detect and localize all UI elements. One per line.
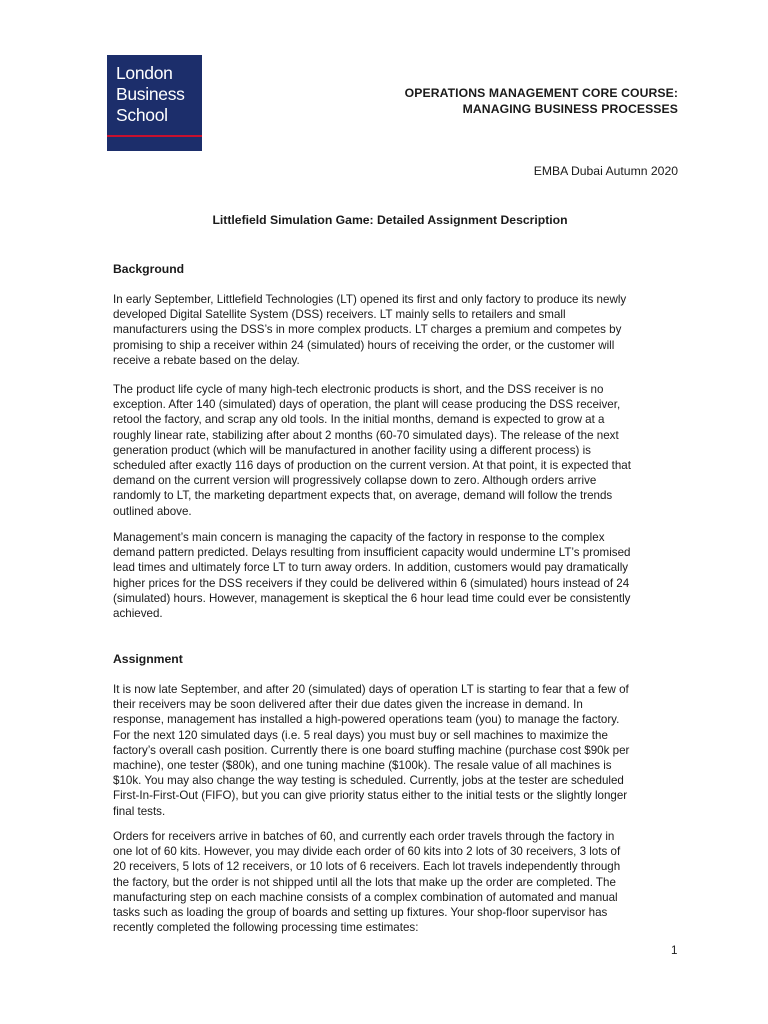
text-line: First-In-First-Out (FIFO), but you can give priority status either to the initial tests or the slightly longer: [113, 789, 628, 803]
document-title: Littlefield Simulation Game: Detailed Assignment Description: [212, 213, 568, 227]
text-line: retool the factory, and scrap any old tools. In the initial months, demand is expected to grow at a: [113, 413, 605, 427]
logo-line-1: London: [116, 63, 173, 83]
paragraph-assignment-1: [113, 682, 679, 819]
paragraph-background-1: [113, 292, 679, 368]
text-line: promising to ship a receiver within 24 (simulated) hours of receiving the order, or the customer will: [113, 338, 615, 352]
paragraph-background-2: [113, 382, 679, 519]
text-line: the factory, but the order is not shipped until all the lots that make up the order are completed. The: [113, 875, 616, 889]
course-title-line-2: MANAGING BUSINESS PROCESSES: [462, 102, 678, 116]
text-line: recently completed the following processing time estimates:: [113, 921, 419, 935]
text-line: outlined above.: [113, 504, 192, 518]
text-line: higher prices for the DSS receivers if they could be delivered within 6 (simulated) hours instead of 24: [113, 576, 630, 590]
text-line: machine), one tester ($80k), and one tuning machine ($100k). The resale value of all machines is: [113, 759, 612, 773]
paragraph-background-3: [113, 530, 679, 621]
section-heading-assignment: Assignment: [113, 652, 183, 666]
logo-line-2: Business: [116, 84, 185, 104]
text-line: one lot of 60 kits. However, you may divide each order of 60 kits into 2 lots of 30 receivers, 3 lots of: [113, 845, 621, 859]
course-header: [405, 85, 678, 117]
term-label: EMBA Dubai Autumn 2020: [533, 164, 678, 178]
text-line: In early September, Littlefield Technologies (LT) opened its first and only factory to produce its newly: [113, 293, 627, 306]
text-line: (simulated) hours. However, management is skeptical the 6 hour lead time could ever be consistently: [113, 591, 631, 605]
text-line: factory’s overall cash position. Currently there is one board stuffing machine (purchase cost $90k per: [113, 743, 630, 757]
text-line: It is now late September, and after 20 (simulated) days of operation LT is starting to fear that a few of: [113, 683, 629, 696]
section-heading-background: Background: [113, 262, 185, 276]
text-line: scheduled after exactly 116 days of production on the current version. At that point, it is expected that: [113, 459, 631, 473]
text-line: developed Digital Satellite System (DSS) receivers. LT mainly sells to retailers and small: [113, 308, 566, 322]
text-line: For the next 120 simulated days (i.e. 5 real days) you must buy or sell machines to maximize the: [113, 728, 608, 742]
text-line: demand on the current version will progressively collapse down to zero. Although orders arrive: [113, 474, 597, 488]
text-line: exception. After 140 (simulated) days of operation, the plant will cease producing the DSS receiver,: [113, 398, 621, 412]
text-line: response, management has installed a high-powered operations team (you) to manage the factory.: [113, 713, 620, 727]
text-line: achieved.: [113, 607, 163, 621]
text-line: demand pattern predicted. Delays resulting from insufficient capacity would undermine LT’s promised: [113, 546, 631, 560]
text-line: Orders for receivers arrive in batches of 60, and currently each order travels through the factory in: [113, 830, 615, 843]
text-line: tasks such as loading the group of boards and setting up fixtures. Your shop-floor supervisor has: [113, 906, 608, 920]
page-number: 1: [671, 944, 678, 957]
text-line: final tests.: [113, 804, 166, 818]
logo-red-rule: [107, 135, 202, 137]
text-line: lead times and ultimately force LT to turn away orders. In addition, customers would pay dramatically: [113, 561, 629, 575]
lbs-logo: [107, 55, 202, 151]
text-line: Management’s main concern is managing the capacity of the factory in response to the complex: [113, 531, 605, 544]
paragraph-assignment-2: [113, 829, 679, 935]
logo-line-3: School: [116, 105, 168, 125]
text-line: The product life cycle of many high-tech electronic products is short, and the DSS receiver is no: [113, 383, 604, 396]
text-line: roughly linear rate, stabilizing after about 2 months (60-70 simulated days). The release of the next: [113, 428, 619, 442]
text-line: randomly to LT, the marketing department expects that, on average, demand will follow the trends: [113, 489, 613, 503]
text-line: 20 receivers, 5 lots of 12 receivers, or 10 lots of 6 receivers. Each lot travels independently through: [113, 860, 621, 874]
text-line: generation product (which will be manufactured in another facility using a different process) is: [113, 443, 591, 457]
text-line: $10k. You may also change the way testing is scheduled. Currently, jobs at the tester are scheduled: [113, 774, 624, 788]
text-line: their receivers may be soon delivered after their due dates given the increase in demand. In: [113, 698, 583, 712]
text-line: manufacturers using the DSS’s in more complex products. LT charges a premium and competes by: [113, 323, 622, 337]
text-line: manufacturing step on each machine consists of a complex combination of automated and manual: [113, 890, 618, 904]
text-line: receive a rebate based on the delay.: [113, 353, 300, 367]
course-title-line-1: OPERATIONS MANAGEMENT CORE COURSE:: [404, 86, 678, 100]
